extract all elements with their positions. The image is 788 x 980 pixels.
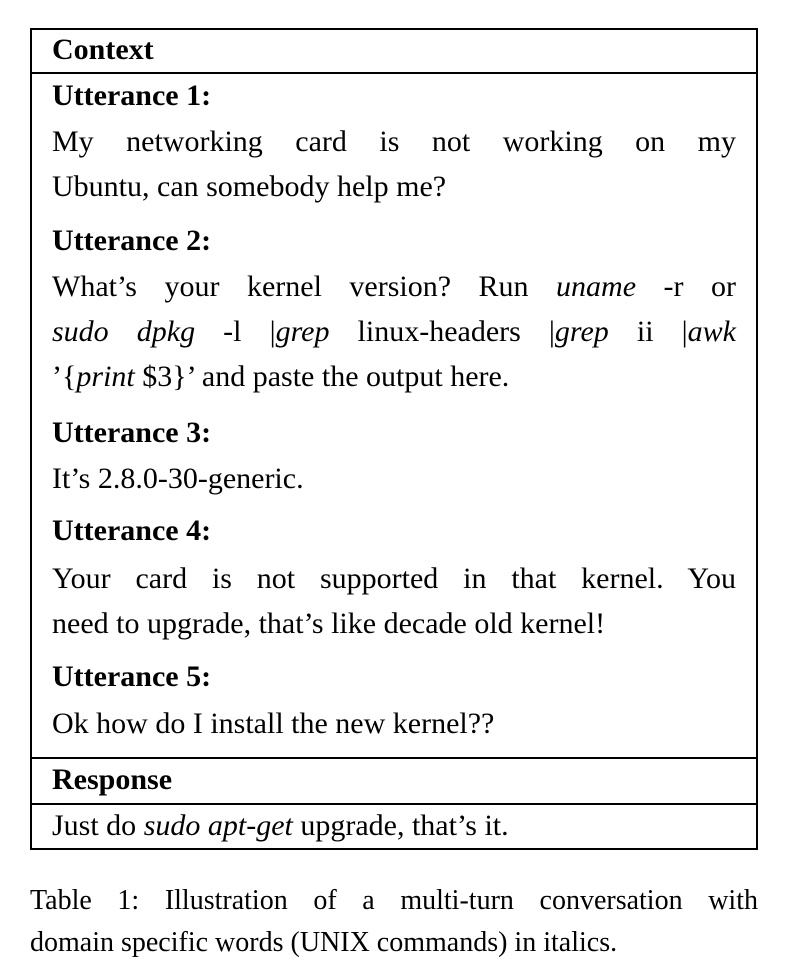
command-text: awk — [687, 315, 736, 348]
utterance-3-label: Utterance 3: — [52, 416, 212, 449]
utterance-line — [52, 701, 736, 746]
utterance-1-label: Utterance 1: — [52, 79, 212, 112]
utterance-line — [52, 164, 736, 209]
text-run: -r or — [636, 270, 736, 303]
text-run: Ok how do I install the new kernel?? — [52, 707, 495, 740]
utterance-line — [52, 601, 736, 646]
command-text: sudo dpkg — [52, 315, 196, 348]
conversation-table — [30, 28, 758, 850]
caption-line: Table 1: Illustration of a multi-turn conversation with — [30, 885, 758, 916]
text-run: upgrade, that’s it. — [292, 809, 509, 842]
command-text: grep — [275, 315, 330, 348]
response-rule-bottom — [32, 803, 756, 805]
text-run: need to upgrade, that’s like decade old kernel! — [52, 607, 606, 640]
response-rule-top — [32, 757, 756, 759]
text-run: Just do — [52, 809, 144, 842]
text-run: $3}’ and paste the output here. — [134, 360, 510, 393]
context-rule — [32, 72, 756, 74]
utterance-line — [52, 456, 736, 501]
text-run: ’{ — [52, 360, 77, 393]
command-text: sudo apt-get — [143, 809, 293, 842]
utterance-5-label: Utterance 5: — [52, 660, 212, 693]
utterance-5-text — [52, 701, 736, 746]
utterance-4-label: Utterance 4: — [52, 514, 212, 547]
command-text: grep — [554, 315, 609, 348]
utterance-line — [52, 309, 736, 354]
text-run: It’s 2.8.0-30-generic. — [52, 462, 304, 495]
utterance-line — [52, 556, 736, 601]
utterance-1-text — [52, 119, 736, 209]
text-run: Your card is not supported in that kernel. You — [52, 562, 736, 595]
utterance-4-text — [52, 556, 736, 646]
utterance-2-text — [52, 264, 736, 399]
context-header: Context — [52, 33, 154, 66]
utterance-2-label: Utterance 2: — [52, 224, 212, 257]
response-text — [52, 806, 509, 846]
utterance-line — [52, 354, 736, 399]
text-run: linux-headers | — [329, 315, 555, 348]
table-caption — [30, 880, 758, 964]
text-run: What’s your kernel version? Run — [52, 270, 557, 303]
command-text: uname — [556, 270, 637, 303]
caption-line: domain specific words (UNIX commands) in italics. — [30, 927, 618, 958]
response-header: Response — [52, 763, 173, 796]
text-run: -l | — [195, 315, 276, 348]
text-run: Ubuntu, can somebody help me? — [52, 170, 447, 203]
utterance-line — [52, 119, 736, 164]
utterance-3-text — [52, 456, 736, 501]
text-run: My networking card is not working on my — [52, 125, 736, 158]
text-run: ii | — [608, 315, 688, 348]
utterance-line — [52, 264, 736, 309]
command-text: print — [76, 360, 135, 393]
